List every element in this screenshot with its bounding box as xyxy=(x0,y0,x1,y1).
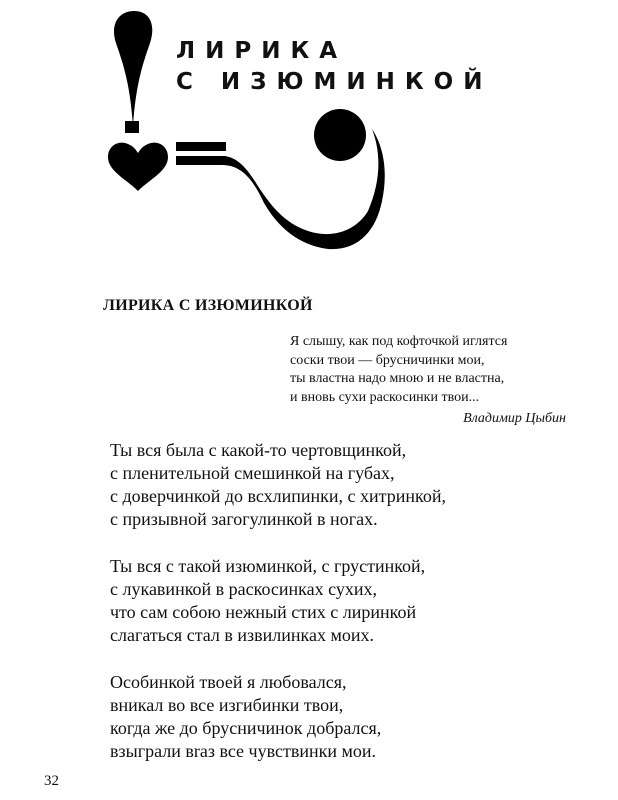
header-title xyxy=(176,36,492,98)
poem-line: Ты вся была с какой-то чертовщинкой, xyxy=(110,440,407,460)
epigraph-line: соски твои — брусничинки мои, xyxy=(290,352,485,368)
page-number: 32 xyxy=(44,773,59,789)
exclamation-dot-shape xyxy=(125,121,139,133)
exclamation-drop-shape xyxy=(114,11,152,127)
stanza xyxy=(110,439,590,531)
poem-line: Особинкой твоей я любовался, xyxy=(110,672,347,692)
epigraph-line: ты властна надо мною и не властна, xyxy=(290,371,505,386)
stanza xyxy=(110,671,590,763)
poem-line: когда же до брусничинок добрался, xyxy=(110,718,382,738)
poem-line: слагаться стал в извилинках моих. xyxy=(110,625,375,645)
equals-bar-top xyxy=(176,142,226,151)
epigraph-line: и вновь сухи раскосинки твои... xyxy=(290,389,480,405)
header-title-line: ЛИРИКА xyxy=(176,38,348,64)
equals-bar-bottom xyxy=(176,156,226,165)
curl-ball-shape xyxy=(314,109,366,161)
poem-line: что сам собою нежный стих с лиринкой xyxy=(110,602,417,622)
header-title-line: С ИЗЮМИНКОЙ xyxy=(176,69,493,95)
epigraph-line: Я слышу, как под кофточкой иглятся xyxy=(290,334,508,349)
poem-line: с доверчинкой до всхлипинки, с хитринкой, xyxy=(110,486,446,506)
poem-line: вникал во все изгибинки твои, xyxy=(110,695,344,715)
epigraph xyxy=(290,333,580,407)
epigraph-author: Владимир Цыбин xyxy=(463,411,566,426)
stanza xyxy=(110,555,590,647)
poem-line: с пленительной смешинкой на губах, xyxy=(110,463,395,483)
poem-title: ЛИРИКА С ИЗЮМИНКОЙ xyxy=(103,297,313,314)
poem-line: взыграли вraз все чувствинки мои. xyxy=(110,741,377,761)
poem-line: с призывной загогулинкой в ногах. xyxy=(110,509,378,529)
poem-line: Ты вся с такой изюминкой, с грустинкой, xyxy=(110,556,426,576)
poem-body xyxy=(110,439,590,787)
poem-line: с лукавинкой в раскосинках сухих, xyxy=(110,579,378,599)
heart-icon xyxy=(108,143,168,191)
